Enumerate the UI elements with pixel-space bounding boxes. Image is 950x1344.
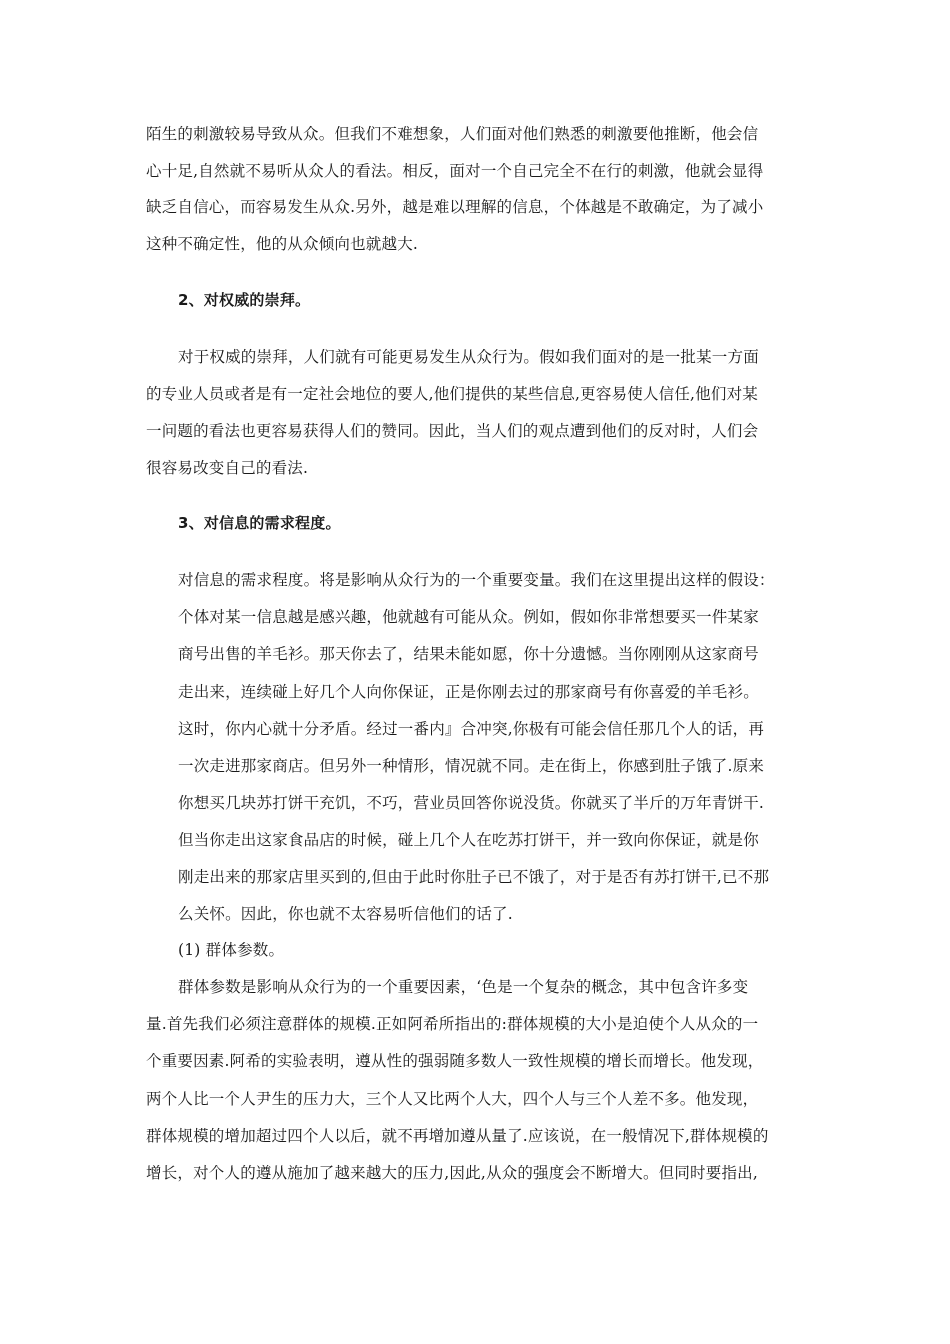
para3-line-2: 个体对某一信息越是感兴趣，他就越有可能从众。例如，假如你非常想要买一件某家 xyxy=(178,608,759,626)
para2-line-2: 的专业人员或者是有一定社会地位的要人,他们提供的某些信息,更容易使人信任,他们对某 xyxy=(146,385,758,403)
para3-line-4: 走出来，连续碰上好几个人向你保证，正是你刚去过的那家商号有你喜爱的羊毛衫。 xyxy=(178,683,759,701)
section-heading-3: 3、对信息的需求程度。 xyxy=(178,514,341,532)
para3-line-10: 么关怀。因此，你也就不太容易听信他们的话了. xyxy=(178,905,513,923)
para1-line-1: 陌生的刺激较易导致从众。但我们不难想象，人们面对他们熟悉的刺激要他推断，他会信 xyxy=(146,125,759,143)
para3-line-3: 商号出售的羊毛衫。那天你去了，结果未能如愿，你十分遗憾。当你刚刚从这家商号 xyxy=(178,645,759,663)
para1-line-3: 缺乏自信心，而容易发生从众.另外，越是难以理解的信息，个体越是不敢确定，为了减小 xyxy=(146,198,764,216)
para1-line-4: 这种不确定性，他的从众倾向也就越大. xyxy=(146,235,419,253)
para3-line-1: 对信息的需求程度。将是影响从众行为的一个重要变量。我们在这里提出这样的假设： xyxy=(178,571,775,589)
para2-line-3: 一问题的看法也更容易获得人们的赞同。因此，当人们的观点遭到他们的反对时，人们会 xyxy=(146,422,759,440)
para4-line-2: 量.首先我们必须注意群体的规模.正如阿希所指出的:群体规模的大小是迫使个人从众的一 xyxy=(146,1015,759,1033)
para2-line-4: 很容易改变自己的看法. xyxy=(146,459,309,477)
para4-line-3: 个重要因素.阿希的实验表明，遵从性的强弱随多数人一致性规模的增长而增长。他发现， xyxy=(146,1052,764,1070)
para4-line-4: 两个人比一个人尹生的压力大，三个人又比两个人大，四个人与三个人差不多。他发现， xyxy=(146,1090,759,1108)
para3-line-6: 一次走进那家商店。但另外一种情形，情况就不同。走在街上，你感到肚子饿了.原来 xyxy=(178,757,765,775)
para2-line-1: 对于权威的崇拜，人们就有可能更易发生从众行为。假如我们面对的是一批某一方面 xyxy=(178,348,759,366)
para4-line-1: 群体参数是影响从众行为的一个重要因素，‘色是一个复杂的概念，其中包含许多变 xyxy=(178,978,749,996)
para3-line-5: 这时，你内心就十分矛盾。经过一番内』合冲突,你极有可能会信任那几个人的话，再 xyxy=(178,720,765,738)
para1-line-2: 心十足,自然就不易听从众人的看法。相反，面对一个自己完全不在行的刺激，他就会显得 xyxy=(146,162,764,180)
para3-line-8: 但当你走出这家食品店的时候，碰上几个人在吃苏打饼干，并一致向你保证，就是你 xyxy=(178,831,759,849)
para3-line-7: 你想买几块苏打饼干充饥，不巧，营业员回答你说没货。你就买了半斤的万年青饼干. xyxy=(178,794,765,812)
section-heading-2: 2、对权威的崇拜。 xyxy=(178,291,311,309)
para4-line-5: 群体规模的增加超过四个人以后，就不再增加遵从量了.应该说，在一般情况下,群体规模的 xyxy=(146,1127,769,1145)
para4-line-6: 增长，对个人的遵从施加了越来越大的压力,因此,从众的强度会不断增大。但同时要指出, xyxy=(146,1164,758,1182)
list-item-1: (1) 群体参数。 xyxy=(178,941,285,959)
para3-line-9: 刚走出来的那家店里买到的,但由于此时你肚子已不饿了，对于是否有苏打饼干,已不那 xyxy=(178,868,770,886)
